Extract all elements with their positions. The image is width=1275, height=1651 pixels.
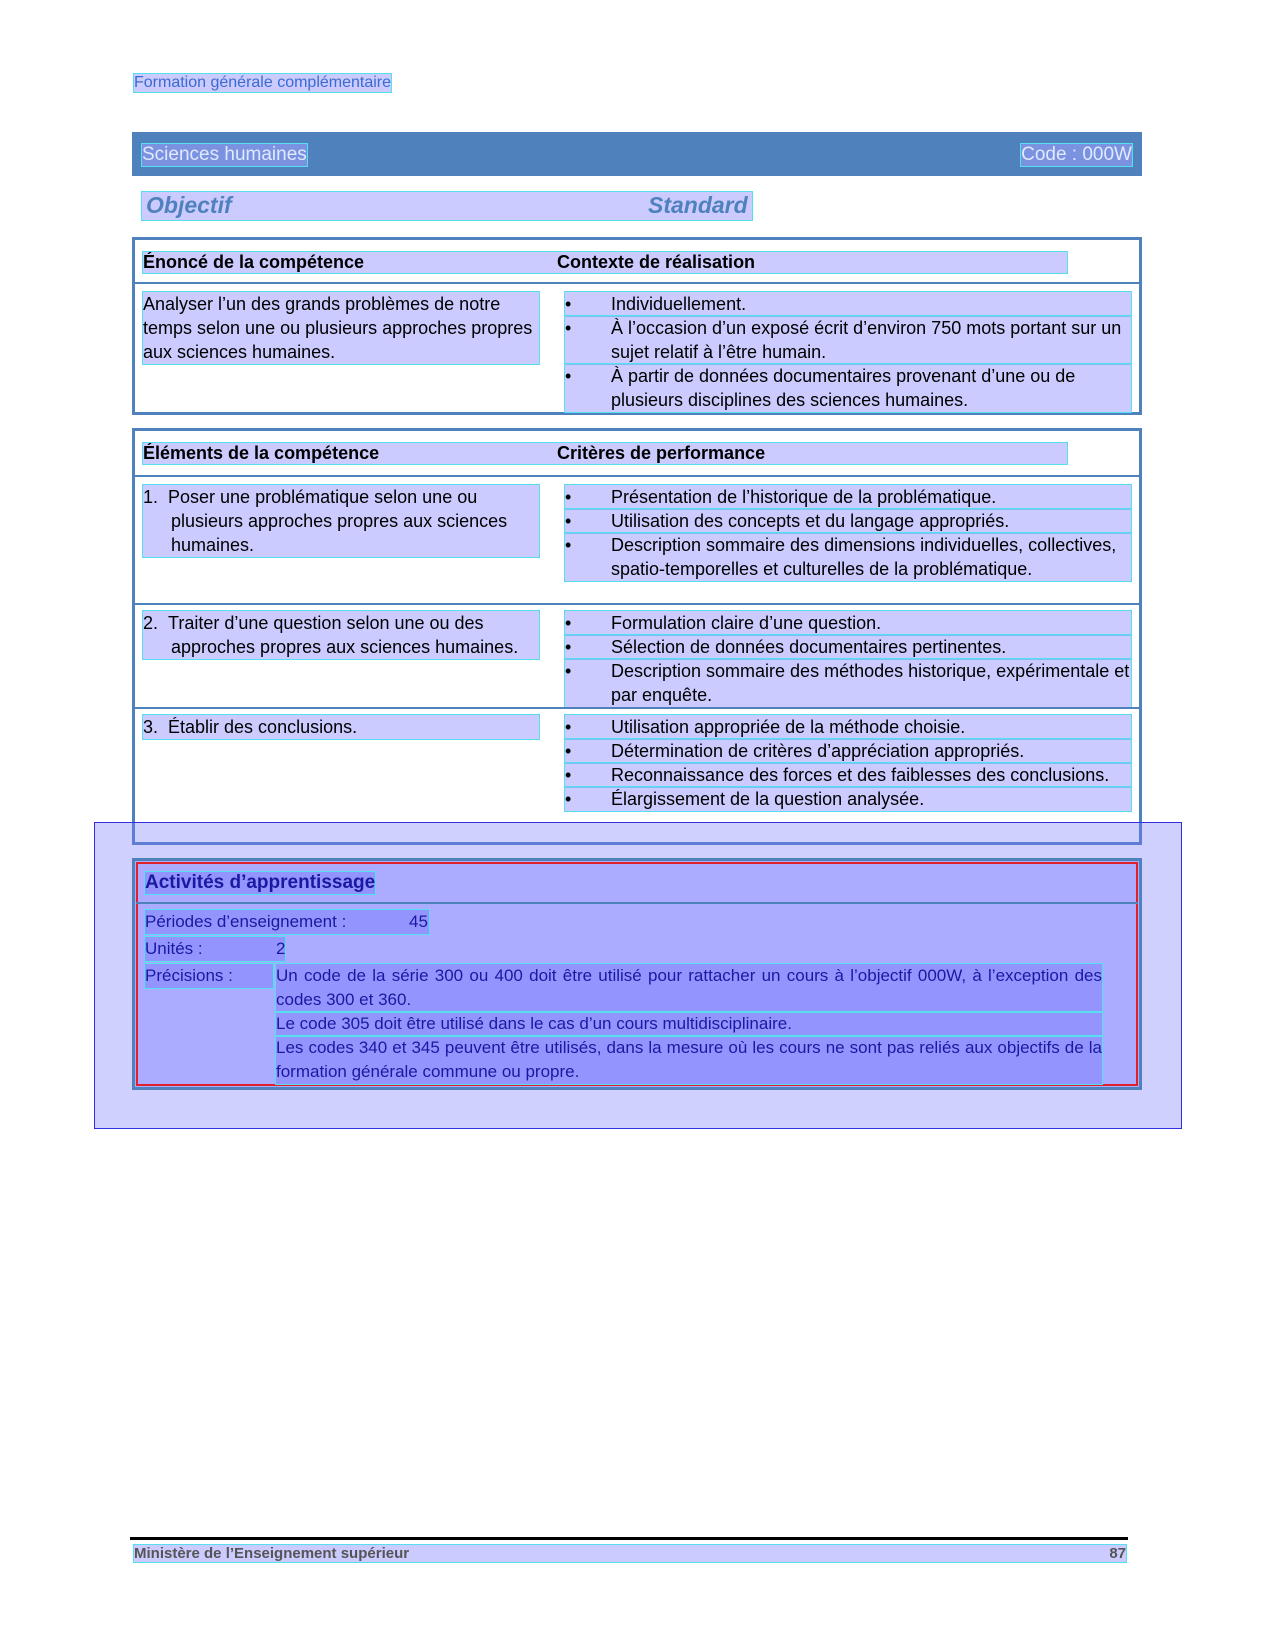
- divider: [135, 475, 1139, 477]
- unites-row: [145, 937, 285, 961]
- list-item: • Utilisation des concepts et du langage appropriés.: [565, 509, 1131, 533]
- elements-table: [132, 428, 1142, 845]
- criteres-list-3: [565, 715, 1131, 811]
- element-3: 3. Établir des conclusions.: [143, 715, 539, 739]
- periodes-row: [145, 910, 429, 934]
- program-code: Code : 000W: [1021, 144, 1132, 165]
- precisions-text: [276, 964, 1102, 1084]
- criteres-list-2: [565, 611, 1131, 707]
- list-item: • Présentation de l’historique de la problématique.: [565, 485, 1131, 509]
- divider: [135, 707, 1139, 709]
- page-footer: [134, 1545, 1126, 1562]
- divider: [135, 282, 1139, 284]
- precision-line: Le code 305 doit être utilisé dans le cas d’un cours multidisciplinaire.: [276, 1012, 1102, 1036]
- contexte-list: [565, 292, 1131, 412]
- unites-value: 2: [276, 939, 286, 958]
- standard-heading: Standard: [648, 192, 748, 218]
- elements-header-row: [143, 443, 1067, 464]
- ministry-name: Ministère de l’Enseignement supérieur: [134, 1545, 410, 1562]
- section-label: Formation générale complémentaire: [134, 74, 392, 91]
- list-item: • Utilisation appropriée de la méthode choisie.: [565, 715, 1131, 739]
- list-item: • Description sommaire des dimensions individuelles, collectives, spatio-temporelles et culturelles de la problématique.: [565, 533, 1131, 581]
- objective-standard-heading: [142, 192, 752, 220]
- list-item: • Élargissement de la question analysée.: [565, 787, 1131, 811]
- list-item: • Description sommaire des méthodes historique, expérimentale et par enquête.: [565, 659, 1131, 707]
- enonce-text: Analyser l’un des grands problèmes de notre temps selon une ou plusieurs approches propres aux sciences humaines.: [143, 292, 539, 364]
- list-item: • Détermination de critères d’appréciation appropriés.: [565, 739, 1131, 763]
- page-number: 87: [1109, 1545, 1126, 1562]
- periodes-value: 45: [409, 912, 428, 931]
- precision-line: Les codes 340 et 345 peuvent être utilisés, dans la mesure où les cours ne sont pas reliés aux objectifs de la formation générale commune ou propre.: [276, 1036, 1102, 1084]
- competence-table: [132, 237, 1142, 415]
- enonce-title: Énoncé de la compétence: [143, 252, 365, 272]
- program-title: Sciences humaines: [142, 144, 307, 165]
- activites-title: Activités d’apprentissage: [145, 872, 376, 893]
- list-item: • À partir de données documentaires provenant d’une ou de plusieurs disciplines des sciences humaines.: [565, 364, 1131, 412]
- list-item: • À l’occasion d’un exposé écrit d’environ 750 mots portant sur un sujet relatif à l’être humain.: [565, 316, 1131, 364]
- divider: [135, 603, 1139, 605]
- element-2: 2. Traiter d’une question selon une ou des approches propres aux sciences humaines.: [143, 611, 539, 659]
- program-banner: [132, 132, 1142, 176]
- elements-title: Éléments de la compétence: [143, 443, 380, 463]
- criteres-list-1: [565, 485, 1131, 581]
- footer-rule: [130, 1537, 1128, 1540]
- list-item: • Reconnaissance des forces et des faiblesses des conclusions.: [565, 763, 1131, 787]
- precisions-label: Précisions :: [145, 964, 273, 988]
- list-item: • Individuellement.: [565, 292, 1131, 316]
- criteres-title: Critères de performance: [557, 443, 766, 463]
- divider: [136, 902, 1138, 904]
- unites-label: Unités :: [145, 939, 203, 958]
- list-item: • Formulation claire d’une question.: [565, 611, 1131, 635]
- precision-line: Un code de la série 300 ou 400 doit être utilisé pour rattacher un cours à l’objectif 000W, à l’exception des codes 300 et 360.: [276, 964, 1102, 1012]
- objectif-heading: Objectif: [146, 192, 232, 218]
- list-item: • Sélection de données documentaires pertinentes.: [565, 635, 1131, 659]
- competence-header-row: [143, 252, 1067, 273]
- element-1: 1. Poser une problématique selon une ou plusieurs approches propres aux sciences humaines.: [143, 485, 539, 557]
- periodes-label: Périodes d’enseignement :: [145, 912, 347, 931]
- contexte-title: Contexte de réalisation: [557, 252, 756, 272]
